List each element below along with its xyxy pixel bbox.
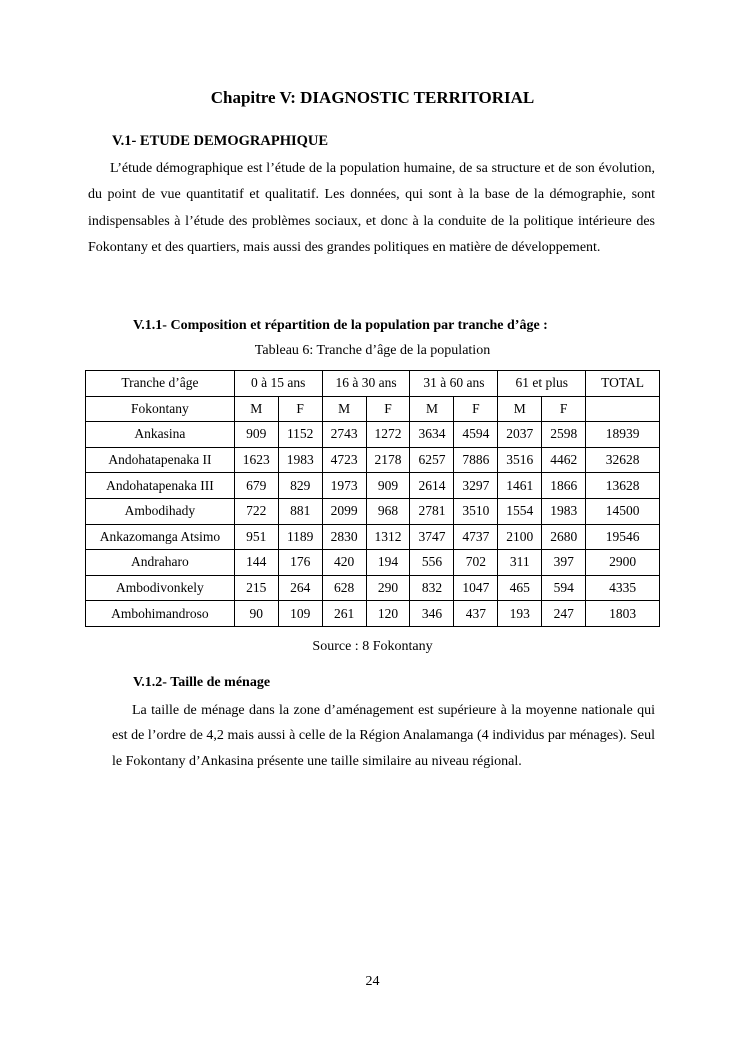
table-header-row [86, 371, 660, 397]
value-cell: 109 [278, 601, 322, 627]
value-cell: 1189 [278, 524, 322, 550]
value-cell: 951 [234, 524, 278, 550]
section-heading-v11: V.1.1- Composition et répartition de la population par tranche d’âge : [133, 318, 548, 333]
value-cell: 2100 [498, 524, 542, 550]
fokontany-cell: Andraharo [86, 550, 235, 576]
value-cell: 3516 [498, 447, 542, 473]
value-cell: 1983 [542, 498, 586, 524]
table-row [86, 447, 660, 473]
value-cell: 346 [410, 601, 454, 627]
value-cell: 261 [322, 601, 366, 627]
value-cell: 215 [234, 575, 278, 601]
value-cell: 3510 [454, 498, 498, 524]
header-cell: 16 à 30 ans [322, 371, 410, 397]
value-cell: 2680 [542, 524, 586, 550]
subheader-cell [586, 396, 660, 422]
value-cell: 832 [410, 575, 454, 601]
value-cell: 968 [366, 498, 410, 524]
value-cell: 628 [322, 575, 366, 601]
value-cell: 909 [366, 473, 410, 499]
value-cell: 193 [498, 601, 542, 627]
paragraph-household-size: La taille de ménage dans la zone d’aménagement est supérieure à la moyenne nationale qui est de l’ordre de 4,2 mais aussi à celle de la Région Analamanga (4 individus par ménages). Seul le Fokontany d’Ankasina présente une taille similaire au niveau régional. [112, 703, 655, 769]
chapter-title: Chapitre V: DIAGNOSTIC TERRITORIAL [210, 88, 535, 107]
value-cell: 4594 [454, 422, 498, 448]
header-cell: 0 à 15 ans [234, 371, 322, 397]
table-caption: Tableau 6: Tranche d’âge de la population [254, 343, 491, 358]
value-cell: 2614 [410, 473, 454, 499]
value-cell: 6257 [410, 447, 454, 473]
value-cell: 2037 [498, 422, 542, 448]
fokontany-cell: Ambohimandroso [86, 601, 235, 627]
value-cell: 722 [234, 498, 278, 524]
subheader-cell: F [278, 396, 322, 422]
value-cell: 4737 [454, 524, 498, 550]
table-source: Source : 8 Fokontany [312, 639, 433, 654]
value-cell: 1047 [454, 575, 498, 601]
header-cell: 31 à 60 ans [410, 371, 498, 397]
fokontany-cell: Ankazomanga Atsimo [86, 524, 235, 550]
table-row [86, 524, 660, 550]
table-body [86, 371, 660, 627]
table-row [86, 422, 660, 448]
value-cell: 2830 [322, 524, 366, 550]
value-cell: 2743 [322, 422, 366, 448]
total-cell: 13628 [586, 473, 660, 499]
table-row [86, 601, 660, 627]
value-cell: 264 [278, 575, 322, 601]
subheader-cell: F [366, 396, 410, 422]
value-cell: 437 [454, 601, 498, 627]
subheader-cell: M [234, 396, 278, 422]
value-cell: 1973 [322, 473, 366, 499]
value-cell: 420 [322, 550, 366, 576]
subheader-cell: M [410, 396, 454, 422]
value-cell: 1554 [498, 498, 542, 524]
value-cell: 3747 [410, 524, 454, 550]
value-cell: 247 [542, 601, 586, 627]
header-cell: Tranche d’âge [86, 371, 235, 397]
value-cell: 3297 [454, 473, 498, 499]
paragraph-demography: L’étude démographique est l’étude de la population humaine, de sa structure et de son évolution, du point de vue quantitatif et qualitatif. Les données, qui sont à la base de la démographie, sont indispensables à l’étude des problèmes sociaux, et donc à la conduite de la politique intérieure des Fokontany et des quartiers, mais aussi des grandes politiques en matière de développement. [88, 161, 655, 255]
value-cell: 1983 [278, 447, 322, 473]
value-cell: 90 [234, 601, 278, 627]
subheader-cell: M [498, 396, 542, 422]
page-number: 24 [365, 974, 380, 989]
header-cell: 61 et plus [498, 371, 586, 397]
total-cell: 2900 [586, 550, 660, 576]
header-cell: TOTAL [586, 371, 660, 397]
value-cell: 1152 [278, 422, 322, 448]
subheader-cell: M [322, 396, 366, 422]
fokontany-cell: Andohatapenaka II [86, 447, 235, 473]
value-cell: 4723 [322, 447, 366, 473]
table-row [86, 473, 660, 499]
value-cell: 829 [278, 473, 322, 499]
value-cell: 176 [278, 550, 322, 576]
value-cell: 7886 [454, 447, 498, 473]
value-cell: 397 [542, 550, 586, 576]
total-cell: 4335 [586, 575, 660, 601]
table-row [86, 575, 660, 601]
value-cell: 1623 [234, 447, 278, 473]
value-cell: 2178 [366, 447, 410, 473]
section-heading-v1: V.1- ETUDE DEMOGRAPHIQUE [112, 133, 329, 149]
section-heading-v12: V.1.2- Taille de ménage [133, 675, 271, 690]
total-cell: 14500 [586, 498, 660, 524]
table-subheader-row [86, 396, 660, 422]
value-cell: 909 [234, 422, 278, 448]
value-cell: 1272 [366, 422, 410, 448]
value-cell: 594 [542, 575, 586, 601]
value-cell: 144 [234, 550, 278, 576]
value-cell: 679 [234, 473, 278, 499]
value-cell: 194 [366, 550, 410, 576]
value-cell: 1866 [542, 473, 586, 499]
value-cell: 311 [498, 550, 542, 576]
table-row [86, 550, 660, 576]
value-cell: 1312 [366, 524, 410, 550]
total-cell: 19546 [586, 524, 660, 550]
subheader-cell: F [454, 396, 498, 422]
value-cell: 465 [498, 575, 542, 601]
value-cell: 290 [366, 575, 410, 601]
value-cell: 4462 [542, 447, 586, 473]
fokontany-cell: Ambodihady [86, 498, 235, 524]
fokontany-cell: Andohatapenaka III [86, 473, 235, 499]
total-cell: 1803 [586, 601, 660, 627]
value-cell: 702 [454, 550, 498, 576]
fokontany-cell: Ankasina [86, 422, 235, 448]
value-cell: 2781 [410, 498, 454, 524]
table-row [86, 498, 660, 524]
value-cell: 120 [366, 601, 410, 627]
subheader-cell: Fokontany [86, 396, 235, 422]
total-cell: 18939 [586, 422, 660, 448]
population-table [85, 370, 660, 627]
value-cell: 1461 [498, 473, 542, 499]
fokontany-cell: Ambodivonkely [86, 575, 235, 601]
total-cell: 32628 [586, 447, 660, 473]
value-cell: 2598 [542, 422, 586, 448]
subheader-cell: F [542, 396, 586, 422]
value-cell: 556 [410, 550, 454, 576]
value-cell: 3634 [410, 422, 454, 448]
value-cell: 881 [278, 498, 322, 524]
value-cell: 2099 [322, 498, 366, 524]
